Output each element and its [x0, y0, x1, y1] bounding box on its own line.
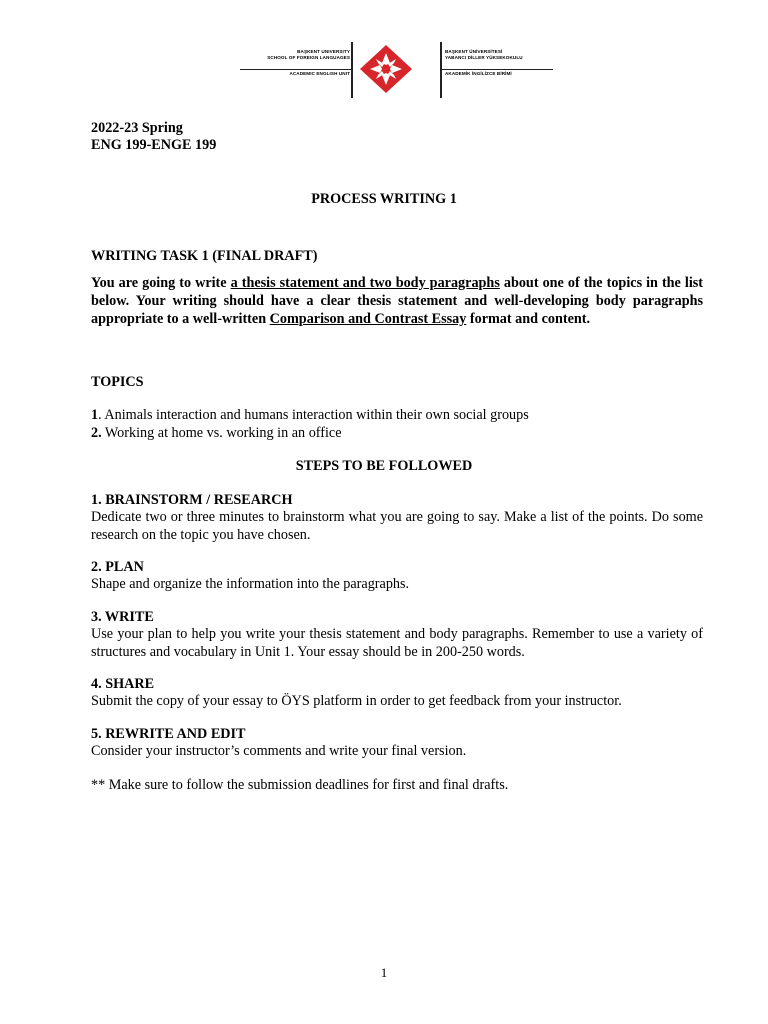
- deadline-note: ** Make sure to follow the submission deadlines for first and final drafts.: [91, 777, 509, 793]
- step-title: 3. WRITE: [91, 609, 154, 625]
- step-title: 1. BRAINSTORM / RESEARCH: [91, 492, 293, 508]
- step-text: Consider your instructor’s comments and write your final version.: [91, 743, 467, 759]
- step-title: 4. SHARE: [91, 676, 155, 692]
- topic-number: 1: [91, 407, 99, 423]
- task-instructions: [91, 274, 703, 328]
- step-title: 5. REWRITE AND EDIT: [91, 726, 246, 742]
- intro-text-3: format and content.: [466, 311, 591, 327]
- header-left-rule: [240, 69, 352, 70]
- header-left-line1: BAŞKENT UNIVERSITY: [297, 49, 350, 54]
- header-banner: [232, 40, 565, 102]
- header-right-text: [445, 49, 555, 76]
- intro-underline-1: a thesis statement and two body paragraphs: [230, 275, 500, 291]
- intro-underline-2: Comparison and Contrast Essay: [269, 311, 467, 327]
- document-title: PROCESS WRITING 1: [311, 191, 457, 207]
- topic-item: [91, 424, 342, 442]
- page-number: 1: [380, 965, 388, 980]
- step-text: Use your plan to help you write your thesis statement and body paragraphs. Remember to use a variety of structures and vocabulary in Unit 1. Your essay should be in 200-250 words.: [91, 626, 703, 660]
- term-label: 2022-23 Spring: [91, 120, 183, 136]
- header-right-line2: YABANCI DİLLER YÜKSEKOKULU: [445, 54, 523, 60]
- step-title: 2. PLAN: [91, 559, 144, 575]
- step-text: Submit the copy of your essay to ÖYS platform in order to get feedback from your instructor.: [91, 693, 622, 709]
- header-left-line2: SCHOOL OF FOREIGN LANGUAGES: [267, 54, 350, 60]
- step-text: Dedicate two or three minutes to brainstorm what you are going to say. Make a list of the points. Do some research on the topic you have chosen.: [91, 509, 703, 543]
- course-code: ENG 199-ENGE 199: [91, 137, 217, 153]
- header-right-unit: AKADEMİK İNGİLİZCE BİRİMİ: [445, 71, 512, 76]
- header-right-divider: [440, 42, 442, 98]
- topic-number: 2.: [91, 425, 102, 441]
- header-right-line1: BAŞKENT ÜNİVERSİTESİ: [445, 49, 503, 54]
- topic-text: . Animals interaction and humans interaction within their own social groups: [98, 407, 529, 423]
- topic-text: Working at home vs. working in an office: [101, 425, 342, 441]
- header-left-unit: ACADEMIC ENGLISH UNIT: [289, 71, 350, 76]
- topics-heading: TOPICS: [91, 374, 144, 390]
- university-logo: [359, 44, 413, 94]
- header-left-divider: [351, 42, 353, 98]
- intro-text-1: You are going to write: [91, 275, 231, 291]
- step-text: Shape and organize the information into the paragraphs.: [91, 576, 410, 592]
- header-right-rule: [441, 69, 553, 70]
- intro-text-2: about one of the topics in the list below. Your writing should have a clear thesis statement and well-developing body paragraphs appropriate to a well-written: [91, 275, 704, 327]
- header-left-text: [240, 49, 350, 76]
- steps-heading: STEPS TO BE FOLLOWED: [295, 458, 473, 474]
- task-heading: WRITING TASK 1 (FINAL DRAFT): [91, 248, 318, 264]
- topic-item: [91, 406, 529, 424]
